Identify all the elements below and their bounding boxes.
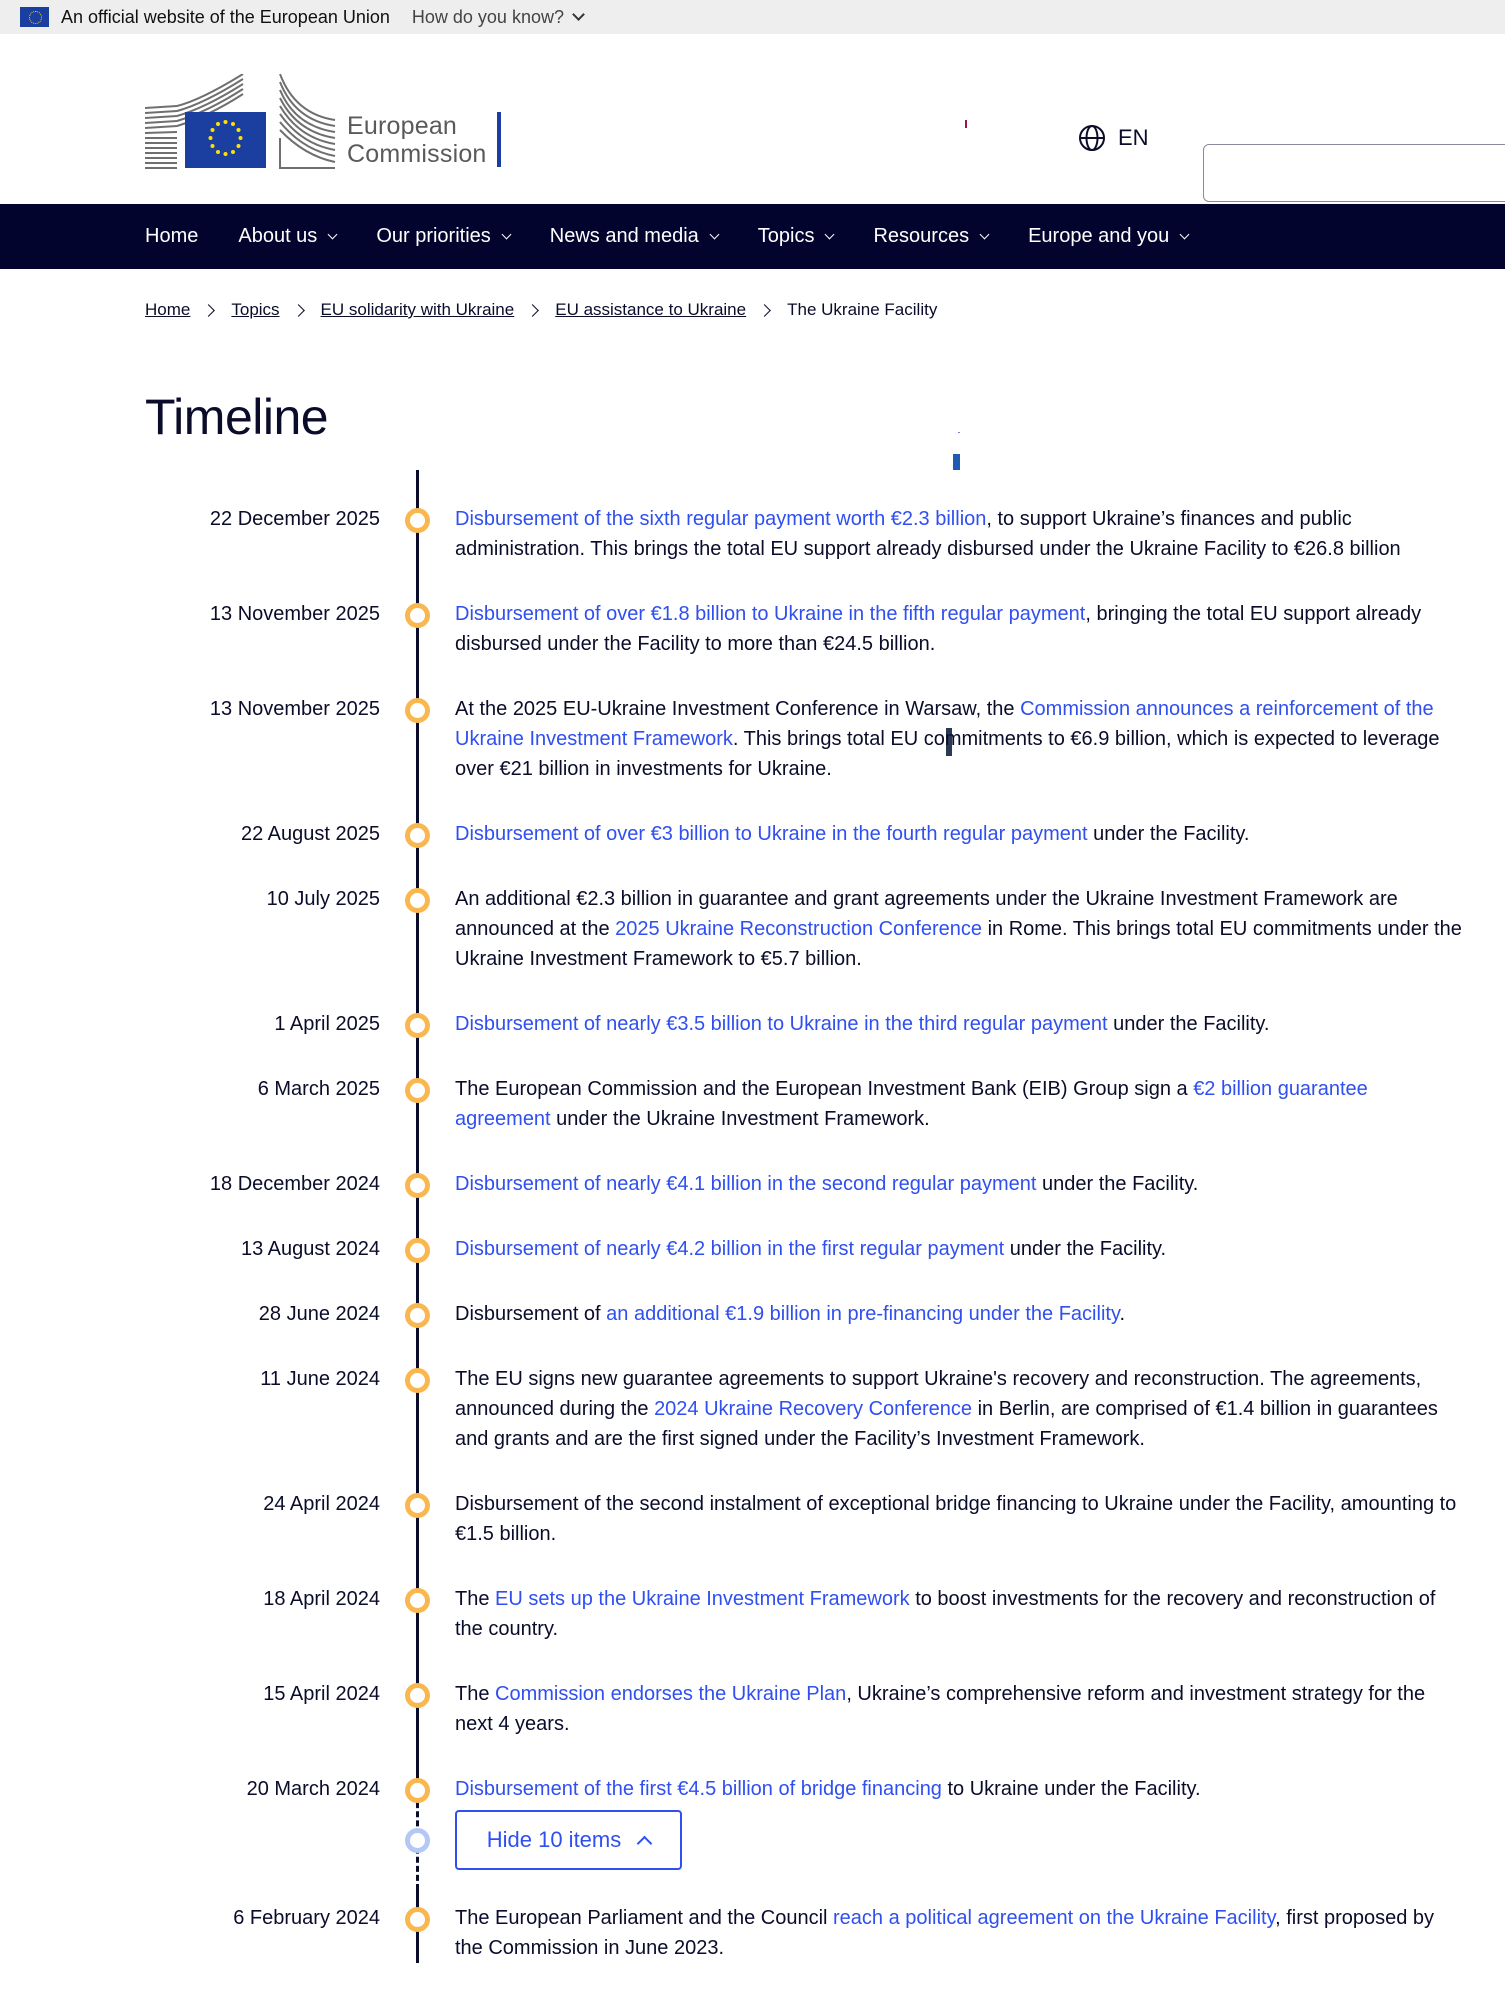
- timeline-text: The European Commission and the European Investment Bank (EIB) Group sign a: [455, 1078, 1194, 1100]
- chevron-right-icon: [292, 304, 305, 317]
- timeline-text: under the Ukraine Investment Framework.: [550, 1108, 930, 1130]
- chevron-down-icon: [709, 230, 719, 240]
- timeline-text: under the Facility.: [1004, 1238, 1167, 1260]
- timeline-marker-icon: [405, 823, 430, 848]
- nav-our-priorities[interactable]: Our priorities: [376, 225, 509, 248]
- decorative-tick: [965, 120, 967, 128]
- timeline-date: 22 August 2025: [240, 823, 380, 845]
- chevron-down-icon: [980, 230, 990, 240]
- render-artifact: [958, 432, 960, 433]
- timeline-toggle-marker-icon: [405, 1828, 430, 1853]
- timeline-date: 18 April 2024: [263, 1588, 380, 1610]
- nav-resources[interactable]: Resources: [873, 225, 988, 248]
- timeline-link[interactable]: reach a political agreement on the Ukraine Facility: [833, 1907, 1276, 1929]
- chevron-up-icon: [637, 1835, 653, 1851]
- timeline-text: in Berlin, are comprised of €1.4 billion in guarantees and grants and are the first signed under the Facility’s Investment Framework.: [455, 1398, 1438, 1450]
- page-title: Timeline: [145, 389, 329, 445]
- timeline-date: 10 July 2025: [266, 888, 380, 910]
- timeline-marker-icon: [405, 1173, 430, 1198]
- timeline-marker-icon: [405, 1778, 430, 1803]
- timeline-description: [455, 819, 1465, 849]
- timeline-link[interactable]: Disbursement of nearly €4.1 billion in the second regular payment: [455, 1173, 1037, 1195]
- chevron-down-icon: [1180, 230, 1190, 240]
- timeline-marker-icon: [405, 888, 430, 913]
- timeline-link[interactable]: EU sets up the Ukraine Investment Framework: [495, 1588, 910, 1610]
- timeline-date: 22 December 2025: [209, 508, 380, 530]
- timeline-text: , to support Ukraine’s finances and public administration. This brings the total EU support already disbursed under the Ukraine Facility to €26.8 billion: [455, 508, 1401, 560]
- timeline-text: to boost investments for the recovery and reconstruction of the country.: [455, 1588, 1436, 1640]
- chevron-right-icon: [758, 304, 771, 317]
- timeline-marker-icon: [405, 603, 430, 628]
- chevron-down-icon: [572, 8, 585, 21]
- timeline-link[interactable]: Disbursement of nearly €3.5 billion to Ukraine in the third regular payment: [455, 1013, 1108, 1035]
- timeline-date: 15 April 2024: [263, 1683, 380, 1705]
- breadcrumb-topics[interactable]: Topics: [231, 300, 280, 319]
- timeline-description: [455, 884, 1465, 974]
- timeline-description: [455, 1299, 1465, 1329]
- timeline-link[interactable]: Disbursement of over €1.8 billion to Ukraine in the fifth regular payment: [455, 603, 1086, 625]
- timeline-date: 28 June 2024: [258, 1303, 380, 1325]
- timeline-link[interactable]: Disbursement of the first €4.5 billion of bridge financing: [455, 1778, 942, 1800]
- render-artifact: [953, 454, 960, 470]
- timeline-description: [455, 1903, 1465, 1963]
- timeline-date: 6 February 2024: [233, 1907, 380, 1929]
- timeline-description: [455, 1489, 1465, 1549]
- timeline-description: [455, 504, 1465, 564]
- timeline-description: [455, 1074, 1465, 1134]
- breadcrumb: [145, 300, 937, 320]
- timeline-text: .: [1119, 1303, 1126, 1325]
- timeline-text: in Rome. This brings total EU commitments under the Ukraine Investment Framework to €5.7 billion.: [455, 918, 1462, 970]
- chevron-right-icon: [202, 304, 215, 317]
- search-input[interactable]: [1203, 144, 1505, 202]
- timeline-link[interactable]: Commission announces a reinforcement of the Ukraine Investment Framework: [455, 698, 1434, 750]
- timeline-date: 11 June 2024: [260, 1368, 380, 1390]
- timeline-description: [455, 1584, 1465, 1644]
- eu-official-banner: [0, 0, 1505, 34]
- how-do-you-know-toggle[interactable]: [412, 7, 583, 28]
- official-site-text: An official website of the European Union: [61, 6, 390, 27]
- timeline-date: 18 December 2024: [209, 1173, 380, 1195]
- globe-icon: [1078, 124, 1106, 152]
- site-header: [0, 34, 1505, 204]
- timeline-description: [455, 694, 1465, 784]
- timeline-line: [416, 470, 419, 1784]
- breadcrumb-eu-solidarity[interactable]: EU solidarity with Ukraine: [320, 300, 515, 319]
- timeline-marker-icon: [405, 1303, 430, 1328]
- nav-news-and-media[interactable]: News and media: [550, 225, 718, 248]
- timeline-text: , first proposed by the Commission in June 2023.: [455, 1907, 1435, 1959]
- timeline-link[interactable]: €2 billion guarantee agreement: [455, 1078, 1368, 1130]
- main-navigation: [0, 204, 1505, 269]
- timeline-marker-icon: [405, 1368, 430, 1393]
- timeline-text: to Ukraine under the Facility.: [941, 1778, 1201, 1800]
- timeline-text: The: [455, 1683, 496, 1705]
- timeline-description: [455, 1234, 1465, 1264]
- nav-about-us[interactable]: About us: [238, 225, 336, 248]
- timeline-date: 13 August 2024: [240, 1238, 380, 1260]
- nav-topics[interactable]: Topics: [758, 225, 834, 248]
- timeline-link[interactable]: an additional €1.9 billion in pre-financing under the Facility: [606, 1303, 1120, 1325]
- timeline-text: At the 2025 EU-Ukraine Investment Conference in Warsaw, the: [455, 698, 1021, 720]
- timeline-marker-icon: [405, 1493, 430, 1518]
- timeline-description: [455, 1169, 1465, 1199]
- timeline-text: The European Parliament and the Council: [455, 1907, 834, 1929]
- chevron-right-icon: [526, 304, 539, 317]
- nav-home[interactable]: Home: [145, 225, 199, 247]
- timeline-text: under the Facility.: [1036, 1173, 1199, 1195]
- logo-divider: [497, 112, 501, 167]
- timeline-description: [455, 599, 1465, 659]
- timeline-description: [455, 1679, 1465, 1739]
- timeline-text: The: [455, 1588, 496, 1610]
- timeline-marker-icon: [405, 1013, 430, 1038]
- timeline-text: Disbursement of the second instalment of exceptional bridge financing to Ukraine under the Facility, amounting to €1.5 billion.: [455, 1493, 1457, 1545]
- how-do-you-know-label: How do you know?: [411, 6, 564, 27]
- timeline-marker-icon: [405, 1588, 430, 1613]
- timeline-marker-icon: [405, 1683, 430, 1708]
- timeline-text: Disbursement of: [455, 1303, 607, 1325]
- timeline-marker-icon: [405, 508, 430, 533]
- timeline-description: [455, 1774, 1465, 1804]
- timeline-text: . This brings total EU commitments to €6.9 billion, which is expected to leverage over €21 billion in investments for Ukraine.: [455, 728, 1440, 780]
- chevron-down-icon: [501, 230, 511, 240]
- timeline-date: 13 November 2025: [209, 698, 380, 720]
- timeline-text: , Ukraine’s comprehensive reform and investment strategy for the next 4 years.: [455, 1683, 1426, 1735]
- hide-items-label: Hide 10 items: [486, 1827, 622, 1852]
- eu-flag-icon: [20, 7, 49, 27]
- breadcrumb-eu-assistance[interactable]: EU assistance to Ukraine: [555, 300, 747, 319]
- timeline-marker-icon: [405, 698, 430, 723]
- timeline-text: An additional €2.3 billion in guarantee and grant agreements under the Ukraine Investment Framework are announced at the: [455, 888, 1398, 940]
- timeline-date: 1 April 2025: [274, 1013, 380, 1035]
- timeline-date: 20 March 2024: [246, 1778, 380, 1800]
- timeline-marker-icon: [405, 1907, 430, 1932]
- timeline-date: 13 November 2025: [209, 603, 380, 625]
- timeline-link[interactable]: Disbursement of over €3 billion to Ukraine in the fourth regular payment: [455, 823, 1088, 845]
- timeline-link[interactable]: Disbursement of nearly €4.2 billion in the first regular payment: [455, 1238, 1005, 1260]
- hide-items-button[interactable]: [455, 1810, 682, 1870]
- timeline-link[interactable]: 2024 Ukraine Recovery Conference: [654, 1398, 973, 1420]
- timeline-marker-icon: [405, 1238, 430, 1263]
- timeline-text: The EU signs new guarantee agreements to support Ukraine's recovery and reconstruction. The agreements, announced during the: [455, 1368, 1422, 1420]
- timeline-date: 24 April 2024: [263, 1493, 380, 1515]
- timeline-text: under the Facility.: [1087, 823, 1250, 845]
- timeline-marker-icon: [405, 1078, 430, 1103]
- timeline-description: [455, 1364, 1465, 1454]
- chevron-down-icon: [825, 230, 835, 240]
- timeline-text: under the Facility.: [1107, 1013, 1270, 1035]
- breadcrumb-current: The Ukraine Facility: [787, 300, 938, 319]
- language-code: EN: [1118, 125, 1149, 150]
- timeline-text: , bringing the total EU support already disbursed under the Facility to more than €24.5 billion.: [455, 603, 1422, 655]
- chevron-down-icon: [328, 230, 338, 240]
- timeline-date: 6 March 2025: [257, 1078, 380, 1100]
- breadcrumb-home[interactable]: Home: [145, 300, 191, 319]
- language-selector[interactable]: [1078, 124, 1149, 152]
- logo-text: European Commission: [347, 112, 487, 168]
- timeline-link[interactable]: Commission endorses the Ukraine Plan: [495, 1683, 847, 1705]
- timeline-description: [455, 1009, 1465, 1039]
- timeline-link[interactable]: 2025 Ukraine Reconstruction Conference: [615, 918, 983, 940]
- timeline-link[interactable]: Disbursement of the sixth regular payment worth €2.3 billion: [455, 508, 987, 530]
- nav-europe-and-you[interactable]: Europe and you: [1028, 225, 1188, 248]
